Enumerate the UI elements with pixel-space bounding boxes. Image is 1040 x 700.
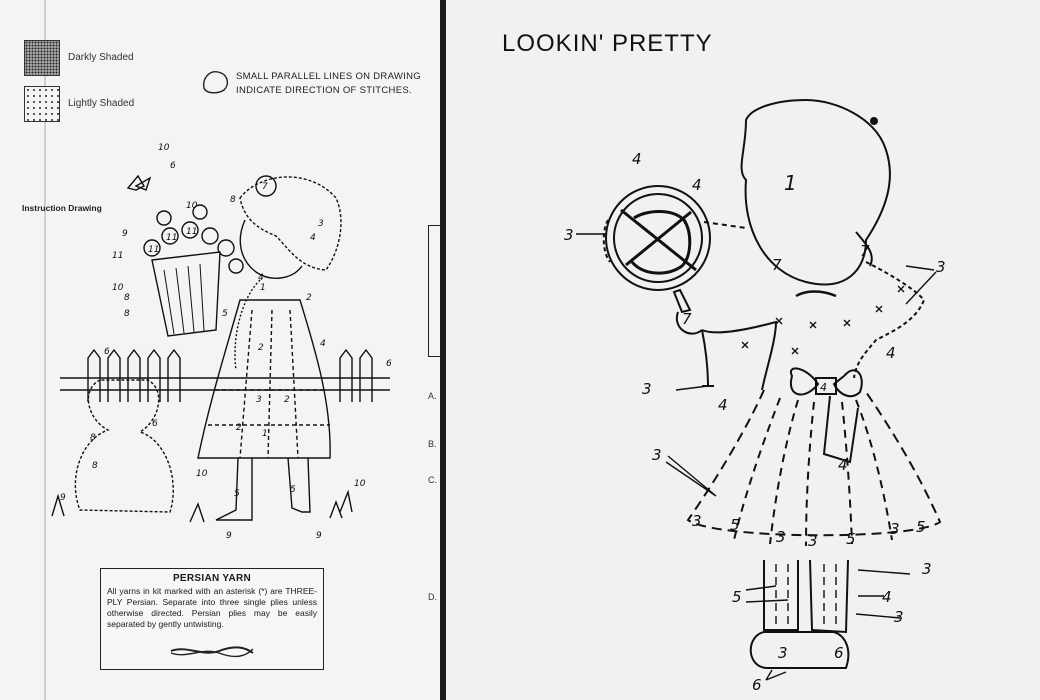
pattern-number: 3: [808, 532, 818, 550]
stitch-note-line2: INDICATE DIRECTION OF STITCHES.: [236, 85, 412, 96]
light-shade-swatch: [24, 86, 60, 122]
pattern-title: LOOKIN' PRETTY: [502, 30, 713, 57]
left-page: [0, 0, 440, 700]
drawing-number: 3: [256, 395, 262, 405]
partial-frame: [428, 225, 440, 357]
drawing-number: 6: [170, 161, 176, 171]
pattern-number: 3: [776, 528, 786, 546]
bonnet-shape: [240, 177, 341, 270]
drawing-number: 4: [258, 273, 264, 283]
side-letter-a: A.: [428, 391, 437, 401]
pattern-number: 3: [936, 258, 946, 276]
drawing-number: 4: [310, 233, 316, 243]
pattern-number: 3: [642, 380, 652, 398]
pattern-number: 4: [632, 150, 642, 168]
drawing-number: 4: [320, 339, 326, 349]
pattern-number: 3: [890, 520, 900, 538]
pattern-number: 4: [838, 456, 848, 474]
drawing-number: 5: [234, 489, 240, 499]
yarn-ply-illustration: [167, 643, 257, 659]
side-letter-d: D.: [428, 592, 437, 602]
pattern-number: 3: [894, 608, 904, 626]
drawing-number: 5: [222, 309, 228, 319]
light-shade-label: Lightly Shaded: [68, 98, 135, 109]
drawing-number: 2: [236, 423, 242, 433]
side-letter-b: B.: [428, 439, 437, 449]
drawing-number: 10: [186, 201, 198, 211]
pattern-number: 7: [860, 242, 870, 260]
drawing-number: 7: [262, 182, 268, 192]
pattern-number: 3: [778, 644, 788, 662]
butterfly-shape: [128, 176, 150, 190]
drawing-number: 6: [104, 347, 110, 357]
pattern-number: 6: [752, 676, 762, 694]
dark-shade-label: Darkly Shaded: [68, 52, 134, 63]
persian-yarn-box: [100, 568, 324, 670]
drawing-number: 6: [152, 419, 158, 429]
skirt-panels: [734, 398, 892, 546]
pattern-number: 4: [718, 396, 728, 414]
drawing-number: 6: [386, 359, 392, 369]
drawing-number: 8: [230, 195, 236, 205]
drawing-number: 8: [124, 293, 130, 303]
drawing-number: 2: [306, 293, 312, 303]
drawing-number: 9: [226, 531, 232, 541]
drawing-number: 8: [124, 309, 130, 319]
persian-yarn-text: All yarns in kit marked with an asterisk (*) are THREE-PLY Persian. Separate into three single plies unless otherwise directed. Persian plies may be easily separated by gently untwisting.: [107, 586, 317, 629]
stitch-direction-icon: [200, 68, 232, 96]
grass-tufts: [52, 492, 352, 522]
pattern-number: 3: [692, 512, 702, 530]
drawing-number: 11: [112, 251, 124, 261]
girl-left-leg: [764, 560, 798, 630]
pattern-number: 5: [730, 516, 740, 534]
pattern-number: 5: [916, 518, 926, 536]
drawing-number: 10: [112, 283, 124, 293]
hair-dot: [871, 118, 877, 124]
blouse-stitches: [742, 286, 904, 354]
picket-fence: [60, 350, 390, 402]
drawing-number: 10: [158, 143, 170, 153]
girl-arm: [702, 330, 714, 386]
pattern-number: 7: [772, 256, 782, 274]
stitch-note-line1: SMALL PARALLEL LINES ON DRAWING: [236, 71, 421, 82]
drawing-number: 8: [92, 461, 98, 471]
pattern-number: 4: [820, 381, 827, 394]
side-letter-c: C.: [428, 475, 437, 485]
instruction-drawing: [40, 140, 440, 550]
pattern-number: 3: [564, 226, 574, 244]
instruction-drawing-label: Instruction Drawing: [22, 203, 102, 213]
pattern-number: 5: [732, 588, 742, 606]
drawing-number: 9: [60, 493, 66, 503]
drawing-number: 2: [284, 395, 290, 405]
pattern-number: 6: [834, 644, 844, 662]
blouse-collar: [796, 292, 836, 297]
drawing-number: 10: [196, 469, 208, 479]
pattern-number: 1: [784, 171, 797, 195]
drawing-number: 9: [122, 229, 128, 239]
drawing-number: 1: [260, 283, 266, 293]
pattern-number: 5: [846, 530, 856, 548]
drawing-number: 11: [186, 227, 198, 237]
pattern-number: 3: [652, 446, 662, 464]
flower-basket: [152, 252, 220, 336]
right-page: [446, 0, 1040, 700]
drawing-number: 9: [316, 531, 322, 541]
drawing-number: 10: [354, 479, 366, 489]
drawing-number: 3: [318, 219, 324, 229]
girl-right-leg: [810, 560, 848, 632]
pattern-number: 4: [882, 588, 892, 606]
drawing-number: 11: [148, 245, 160, 255]
pattern-number: 7: [682, 310, 692, 328]
blouse-left: [702, 322, 776, 390]
dark-shade-swatch: [24, 40, 60, 76]
hand-mirror: [604, 186, 746, 312]
pattern-number: 4: [886, 344, 896, 362]
girl-head: [240, 220, 302, 278]
pattern-drawing: [446, 0, 1040, 700]
pattern-numbers: [564, 150, 946, 694]
drawing-number: 5: [290, 485, 296, 495]
drawing-number: 11: [166, 233, 178, 243]
persian-yarn-title: PERSIAN YARN: [172, 573, 252, 584]
dog-shape: [75, 380, 173, 512]
drawing-number: 1: [262, 429, 268, 439]
basket-flowers: [144, 205, 243, 273]
pattern-number: 4: [692, 176, 702, 194]
pattern-number: 3: [922, 560, 932, 578]
drawing-number: 2: [258, 343, 264, 353]
drawing-number: 8: [90, 433, 96, 443]
